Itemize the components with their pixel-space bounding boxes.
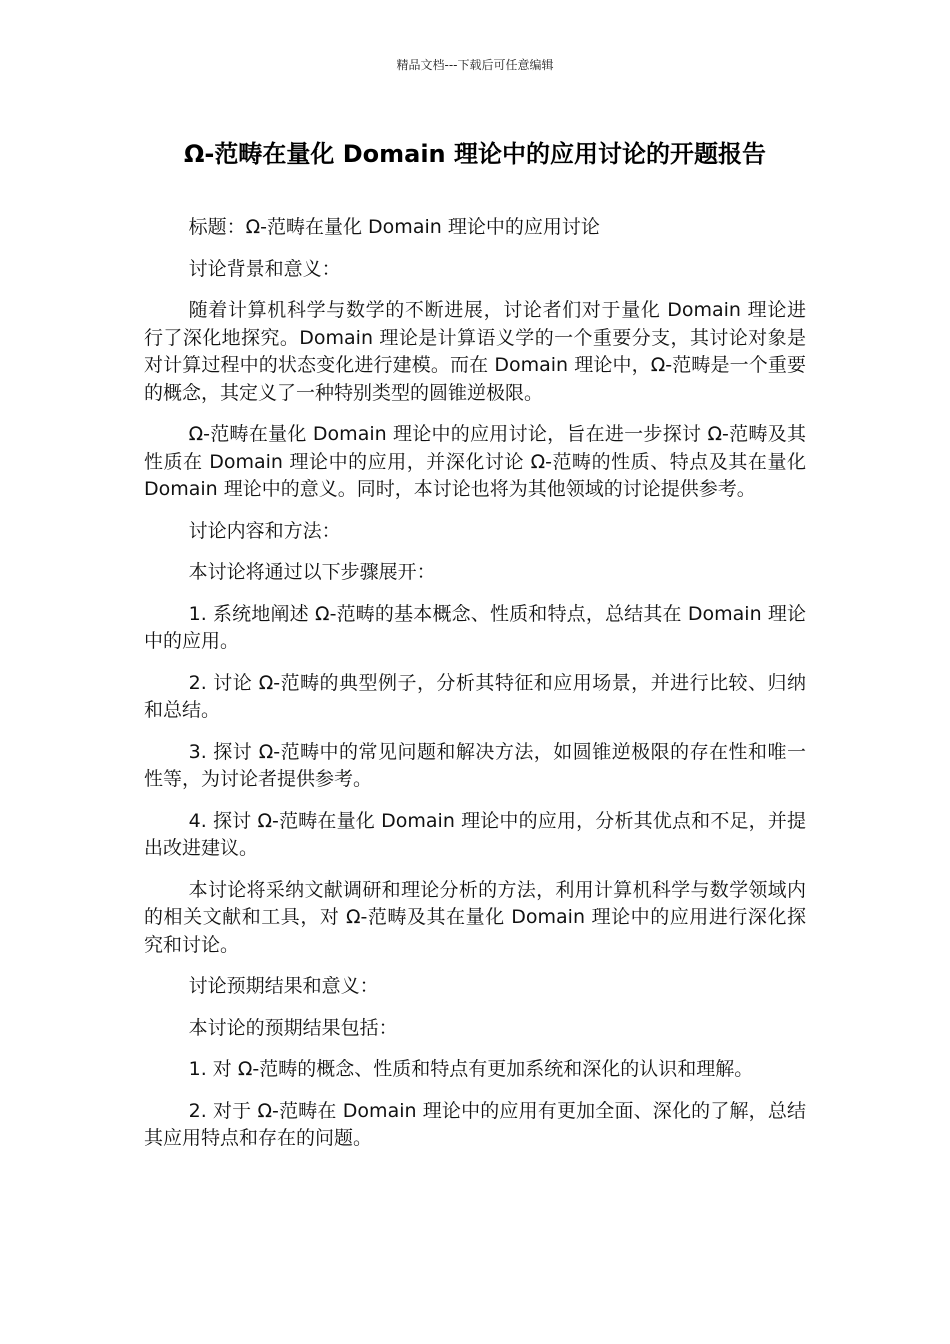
list-item: 2. 对于 Ω-范畴在 Domain 理论中的应用有更加全面、深化的了解，总结其应用特点和存在的问题。 xyxy=(144,1099,806,1149)
list-item: 1. 对 Ω-范畴的概念、性质和特点有更加系统和深化的认识和理解。 xyxy=(188,1058,754,1080)
document-body xyxy=(144,214,806,1167)
paragraph: 本讨论将通过以下步骤展开： xyxy=(188,561,436,583)
paragraph-subject: 标题：Ω-范畴在量化 Domain 理论中的应用讨论 xyxy=(188,216,600,238)
section-heading-background: 讨论背景和意义： xyxy=(188,257,341,280)
paragraph: 本讨论的预期结果包括： xyxy=(188,1016,398,1039)
paragraph: 随着计算机科学与数学的不断进展，讨论者们对于量化 Domain 理论进行了深化地探究。Domain 理论是计算语义学的一个重要分支，其讨论对象是对计算过程中的状态变化进行建模。而在 Domain 理论中，Ω-范畴是一个重要的概念，其定义了一种特别类型的圆锥逆极限。 xyxy=(144,299,806,404)
list-item: 3. 探讨 Ω-范畴中的常见问题和解决方法，如圆锥逆极限的存在性和唯一性等，为讨论者提供参考。 xyxy=(144,740,806,790)
document-title: Ω-范畴在量化 Domain 理论中的应用讨论的开题报告 xyxy=(184,140,766,168)
paragraph: 本讨论将采纳文献调研和理论分析的方法，利用计算机科学与数学领域内的相关文献和工具，对 Ω-范畴及其在量化 Domain 理论中的应用进行深化探究和讨论。 xyxy=(144,878,806,956)
list-item: 1. 系统地阐述 Ω-范畴的基本概念、性质和特点，总结其在 Domain 理论中的应用。 xyxy=(144,602,806,652)
section-heading-content-method: 讨论内容和方法： xyxy=(188,519,341,542)
section-heading-expected-results: 讨论预期结果和意义： xyxy=(188,975,379,997)
header-note: 精品文档---下载后可任意编辑 xyxy=(396,58,554,72)
list-item: 2. 讨论 Ω-范畴的典型例子，分析其特征和应用场景，并进行比较、归纳和总结。 xyxy=(144,671,806,721)
list-item: 4. 探讨 Ω-范畴在量化 Domain 理论中的应用，分析其优点和不足，并提出改进建议。 xyxy=(144,809,806,859)
paragraph: Ω-范畴在量化 Domain 理论中的应用讨论，旨在进一步探讨 Ω-范畴及其性质在 Domain 理论中的应用，并深化讨论 Ω-范畴的性质、特点及其在量化 Domain 理论中的意义。同时，本讨论也将为其他领域的讨论提供参考。 xyxy=(144,423,806,500)
